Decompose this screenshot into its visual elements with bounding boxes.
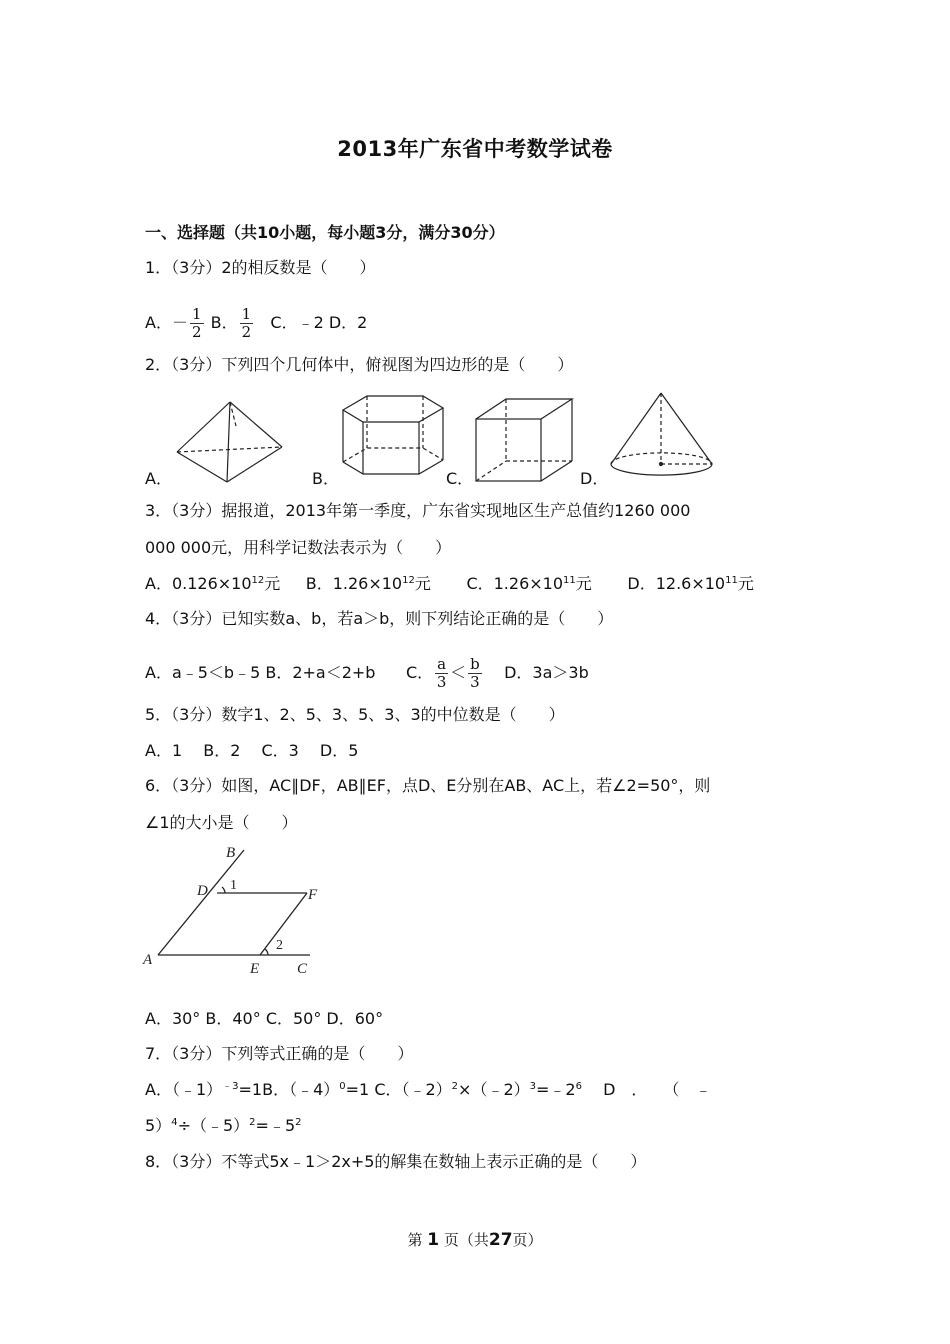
q3-option-c-exp: 11 <box>563 575 576 586</box>
q1-fraction-a <box>190 306 204 341</box>
q2-label-d: D． <box>580 469 609 488</box>
q4-less-than: ＜ <box>450 663 467 682</box>
question-4-options <box>145 656 589 691</box>
question-5-options: A．1 B．2 C．3 D．5 <box>145 741 359 760</box>
q4-fraction-1-den: 3 <box>436 673 447 691</box>
q7-part-2: =1B．（﹣4） <box>238 1080 340 1099</box>
q1-fraction-b-den: 2 <box>241 323 252 341</box>
section-heading: 一、选择题（共10小题，每小题3分，满分30分） <box>145 223 505 242</box>
q7-line2-part-3: =﹣5 <box>255 1116 296 1135</box>
line-ef <box>260 893 307 955</box>
q7-line2-exp-2: 2 <box>249 1117 256 1128</box>
q2-label-c: C． <box>446 469 474 488</box>
q7-part-1: A．（﹣1） <box>145 1080 223 1099</box>
parallelogram-figure <box>140 842 340 982</box>
footer-suffix: 页） <box>512 1231 543 1249</box>
q7-line2-part-1: 5） <box>145 1116 172 1135</box>
q1-option-b-label: B． <box>210 313 238 332</box>
q7-exp-5: 6 <box>575 1081 582 1092</box>
line-ab <box>158 850 244 955</box>
cube-figure <box>472 395 582 487</box>
question-7-options-line1 <box>145 1079 711 1104</box>
footer-prefix: 第 <box>407 1231 423 1249</box>
question-6-stem-line1: 6．（3分）如图，AC∥DF，AB∥EF，点D、E分别在AB、AC上，若∠2=50°，则 <box>145 776 711 795</box>
q3-option-d-unit: 元 <box>737 574 754 593</box>
q4-fraction-1 <box>435 656 448 691</box>
question-7-stem: 7．（3分）下列等式正确的是（ ） <box>145 1044 414 1063</box>
footer-middle: 页（共 <box>443 1231 489 1249</box>
q3-option-b-exp: 12 <box>402 575 415 586</box>
question-6-stem-line2: ∠1的大小是（ ） <box>145 813 298 832</box>
label-a: A <box>143 952 153 968</box>
pyramid-figure <box>170 392 290 487</box>
q3-option-a: A．0.126×10 <box>145 574 252 593</box>
page-title: 2013年广东省中考数学试卷 <box>337 137 613 161</box>
angle-1-arc <box>222 887 225 893</box>
cone-figure <box>608 390 718 480</box>
q7-part-3: =1 C．（﹣2） <box>345 1080 452 1099</box>
q4-option-c-label: C． <box>405 663 434 682</box>
footer-page-number: 1 <box>427 1230 440 1250</box>
q3-option-b-unit: 元 <box>414 574 431 593</box>
q3-option-b: B．1.26×10 <box>305 574 403 593</box>
question-1-options <box>145 306 367 341</box>
question-1-stem: 1．（3分）2的相反数是（ ） <box>145 258 376 277</box>
q1-option-a-label: A． <box>145 313 172 332</box>
q4-fraction-1-num: a <box>437 655 447 673</box>
page-footer <box>0 1229 950 1250</box>
q4-fraction-2-num: b <box>470 655 480 673</box>
question-6-options: A．30° B．40° C．50° D．60° <box>145 1009 384 1028</box>
label-angle-2: 2 <box>276 938 283 953</box>
q7-exp-4: 3 <box>529 1081 537 1092</box>
q4-option-d: D．3a＞3b <box>504 663 589 682</box>
q1-fraction-a-den: 2 <box>191 323 202 341</box>
q3-option-c-unit: 元 <box>575 574 592 593</box>
question-3-stem-line1: 3．（3分）据报道，2013年第一季度，广东省实现地区生产总值约1260 000 <box>145 501 691 520</box>
footer-total-pages: 27 <box>488 1230 513 1250</box>
label-e: E <box>250 961 260 977</box>
label-angle-1: 1 <box>230 878 237 893</box>
question-3-stem-line2: 000 000元，用科学记数法表示为（ ） <box>145 538 452 557</box>
q7-exp-1: ﹣3 <box>222 1081 239 1092</box>
q1-fraction-b-num: 1 <box>241 305 252 323</box>
angle-2-arc <box>265 949 268 955</box>
q2-label-a: A． <box>145 469 172 488</box>
question-4-stem: 4．（3分）已知实数a、b，若a＞b，则下列结论正确的是（ ） <box>145 609 614 628</box>
q2-label-b: B． <box>312 469 339 488</box>
q4-fraction-2 <box>468 656 482 691</box>
question-5-stem: 5．（3分）数字1、2、5、3、5、3、3的中位数是（ ） <box>145 705 565 724</box>
q7-part-4: ×（﹣2） <box>458 1080 530 1099</box>
question-3-options <box>145 573 754 598</box>
q1-options-cd: C．﹣2 D．2 <box>270 313 368 332</box>
question-7-options-line2 <box>145 1115 302 1140</box>
label-d: D <box>197 883 208 899</box>
hexagonal-prism-figure <box>335 392 450 487</box>
label-b: B <box>226 845 236 861</box>
q7-line2-exp-3: 2 <box>295 1117 302 1128</box>
question-8-stem: 8．（3分）不等式5x﹣1＞2x+5的解集在数轴上表示正确的是（ ） <box>145 1152 647 1171</box>
q4-fraction-2-den: 3 <box>470 673 480 691</box>
q1-option-a-sign: － <box>171 313 188 332</box>
q3-option-c: C．1.26×10 <box>466 574 564 593</box>
q3-option-a-exp: 12 <box>251 575 265 586</box>
q7-exp-3: 2 <box>451 1081 459 1092</box>
q1-fraction-b <box>240 306 254 341</box>
q7-exp-2: 0 <box>339 1081 346 1092</box>
q3-option-a-unit: 元 <box>264 574 281 593</box>
q7-part-5: =﹣2 <box>536 1080 576 1099</box>
question-2-stem: 2．（3分）下列四个几何体中，俯视图为四边形的是（ ） <box>145 355 574 374</box>
q7-line2-part-2: ÷（﹣5） <box>177 1116 250 1135</box>
q4-options-ab: A．a﹣5＜b﹣5 B．2+a＜2+b <box>145 663 376 682</box>
q7-line2-exp-1: 4 <box>171 1117 178 1128</box>
label-c: C <box>297 961 308 977</box>
q1-fraction-a-num: 1 <box>191 305 202 323</box>
label-f: F <box>308 887 318 903</box>
q3-option-d: D．12.6×10 <box>627 574 726 593</box>
q3-option-d-exp: 11 <box>725 575 738 586</box>
q7-part-6: D ． （ ﹣ <box>581 1080 712 1099</box>
